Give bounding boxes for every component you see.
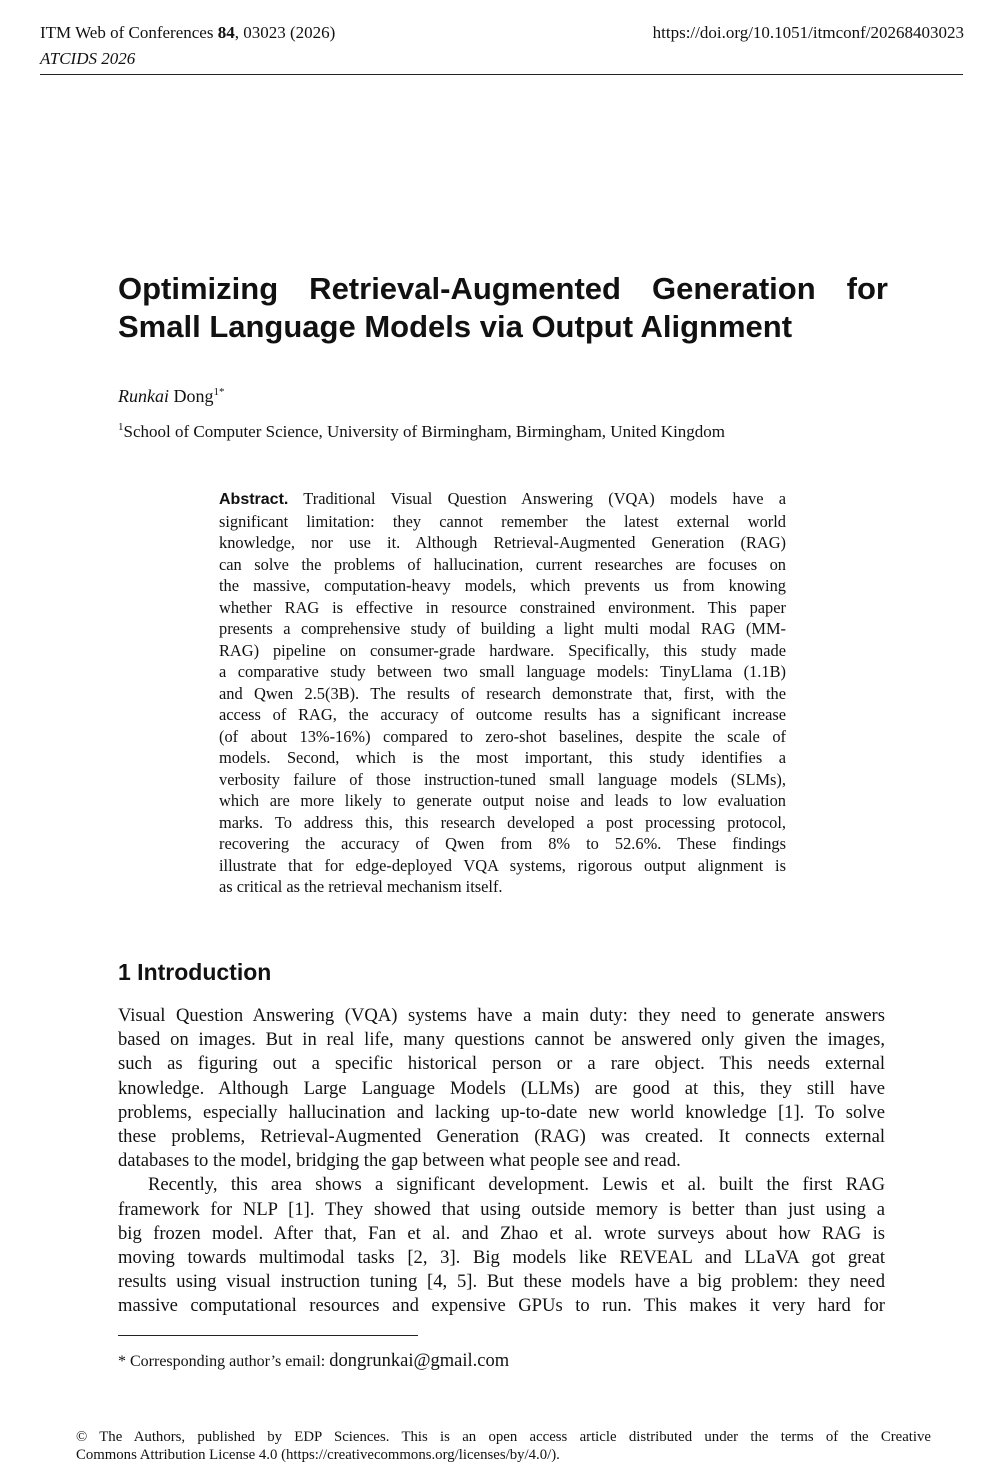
abstract-first-line-text: Traditional Visual Question Answering (VQA) models have a [288,489,786,508]
abstract [219,488,786,898]
author-given-name: Runkai [118,386,169,406]
author-marker: 1* [213,386,225,398]
abstract-line: RAG) pipeline on consumer-grade hardware. Specifically, this study made [219,640,786,660]
abstract-line: a comparative study between two small language models: TinyLlama (1.1B) [219,662,786,681]
section-heading: 1 Introduction [118,959,272,985]
journal-name: ITM Web of Conferences [40,23,218,42]
abstract-line: the massive, computation-heavy models, which prevents us from knowing [219,576,786,595]
abstract-line: verbosity failure of those instruction-tuned small language models (SLMs), [219,769,786,789]
license-line: Commons Attribution License 4.0 (https://creativecommons.org/licenses/by/4.0/). [76,1447,560,1463]
body-line: framework for NLP [1]. They showed that using outside memory is better than just using a [118,1198,885,1220]
title-line: Optimizing Retrieval-Augmented Generation for [118,271,888,306]
affiliation [118,419,725,445]
title-line: Small Language Models via Output Alignment [118,309,793,344]
body-line: massive computational resources and expensive GPUs to run. This makes it very hard for [118,1295,885,1317]
paper-title [118,270,888,346]
abstract-line: as critical as the retrieval mechanism itself. [219,877,503,896]
body-line: based on images. But in real life, many questions cannot be answered only given the images, [118,1029,885,1051]
article-number: , 03023 (2026) [234,23,336,42]
abstract-line: and Qwen 2.5(3B). The results of research demonstrate that, first, with the [219,683,786,703]
footnote-label: * Corresponding author’s email: [118,1353,330,1370]
abstract-label: Abstract. [219,491,289,508]
abstract-line [219,488,786,511]
running-header [40,20,335,72]
abstract-line: whether RAG is effective in resource constrained environment. This paper [219,597,786,617]
footnote [118,1349,509,1374]
author-email[interactable]: dongrunkai@gmail.com [329,1351,510,1371]
conference-name: ATCIDS 2026 [40,49,136,68]
body-line: results using visual instruction tuning [4, 5]. But these models have a big problem: they need [118,1271,885,1293]
abstract-line: access of RAG, the accuracy of outcome results has a significant increase [219,705,786,724]
abstract-line: can solve the problems of hallucination, current researches are focuses on [219,554,786,574]
body-text [118,1004,885,1319]
paragraph [118,1173,885,1318]
license-notice [76,1428,931,1464]
abstract-line: knowledge, nor use it. Although Retrieval-Augmented Generation (RAG) [219,533,786,552]
journal-volume: 84 [217,23,235,42]
body-line: Visual Question Answering (VQA) systems have a main duty: they need to generate answers [118,1005,885,1026]
abstract-line: presents a comprehensive study of building a light multi modal RAG (MM- [219,619,786,638]
body-line: knowledge. Although Large Language Models (LLMs) are good at this, they still have [118,1077,885,1099]
journal-citation [40,20,335,46]
abstract-line: recovering the accuracy of Qwen from 8% to 52.6%. These findings [219,834,786,853]
abstract-line: which are more likely to generate output noise and leads to low evaluation [219,791,786,810]
body-line: problems, especially hallucination and lacking up-to-date new world knowledge [1]. To solve [118,1101,885,1123]
license-line: © The Authors, published by EDP Sciences. This is an open access article distributed under the terms of the Creative [76,1429,931,1445]
abstract-line: (of about 13%-16%) compared to zero-shot baselines, despite the scale of [219,726,786,746]
body-line: databases to the model, bridging the gap between what people see and read. [118,1150,681,1172]
body-line: such as figuring out a specific historical person or a rare object. This needs external [118,1053,885,1075]
affiliation-text: School of Computer Science, University of Birmingham, Birmingham, United Kingdom [123,422,726,441]
affiliation-marker: 1 [118,421,124,433]
doi-link[interactable]: https://doi.org/10.1051/itmconf/20268403023 [652,23,964,42]
paragraph [118,1004,885,1173]
author-line [118,383,225,409]
footnote-divider [118,1335,418,1336]
author-surname: Dong [169,386,214,406]
body-line: these problems, Retrieval-Augmented Generation (RAG) was created. It connects external [118,1126,885,1148]
body-line: big frozen model. After that, Fan et al. and Zhao et al. wrote surveys about how RAG is [118,1222,885,1244]
abstract-line: significant limitation: they cannot remember the latest external world [219,511,786,531]
abstract-line: models. Second, which is the most important, this study identifies a [219,748,786,767]
abstract-line: marks. To address this, this research developed a post processing protocol, [219,812,786,832]
abstract-line: illustrate that for edge-deployed VQA systems, rigorous output alignment is [219,855,786,875]
body-line: Recently, this area shows a significant development. Lewis et al. built the first RAG [148,1174,885,1196]
body-line: moving towards multimodal tasks [2, 3]. Big models like REVEAL and LLaVA got great [118,1247,885,1269]
header-divider [40,74,963,75]
